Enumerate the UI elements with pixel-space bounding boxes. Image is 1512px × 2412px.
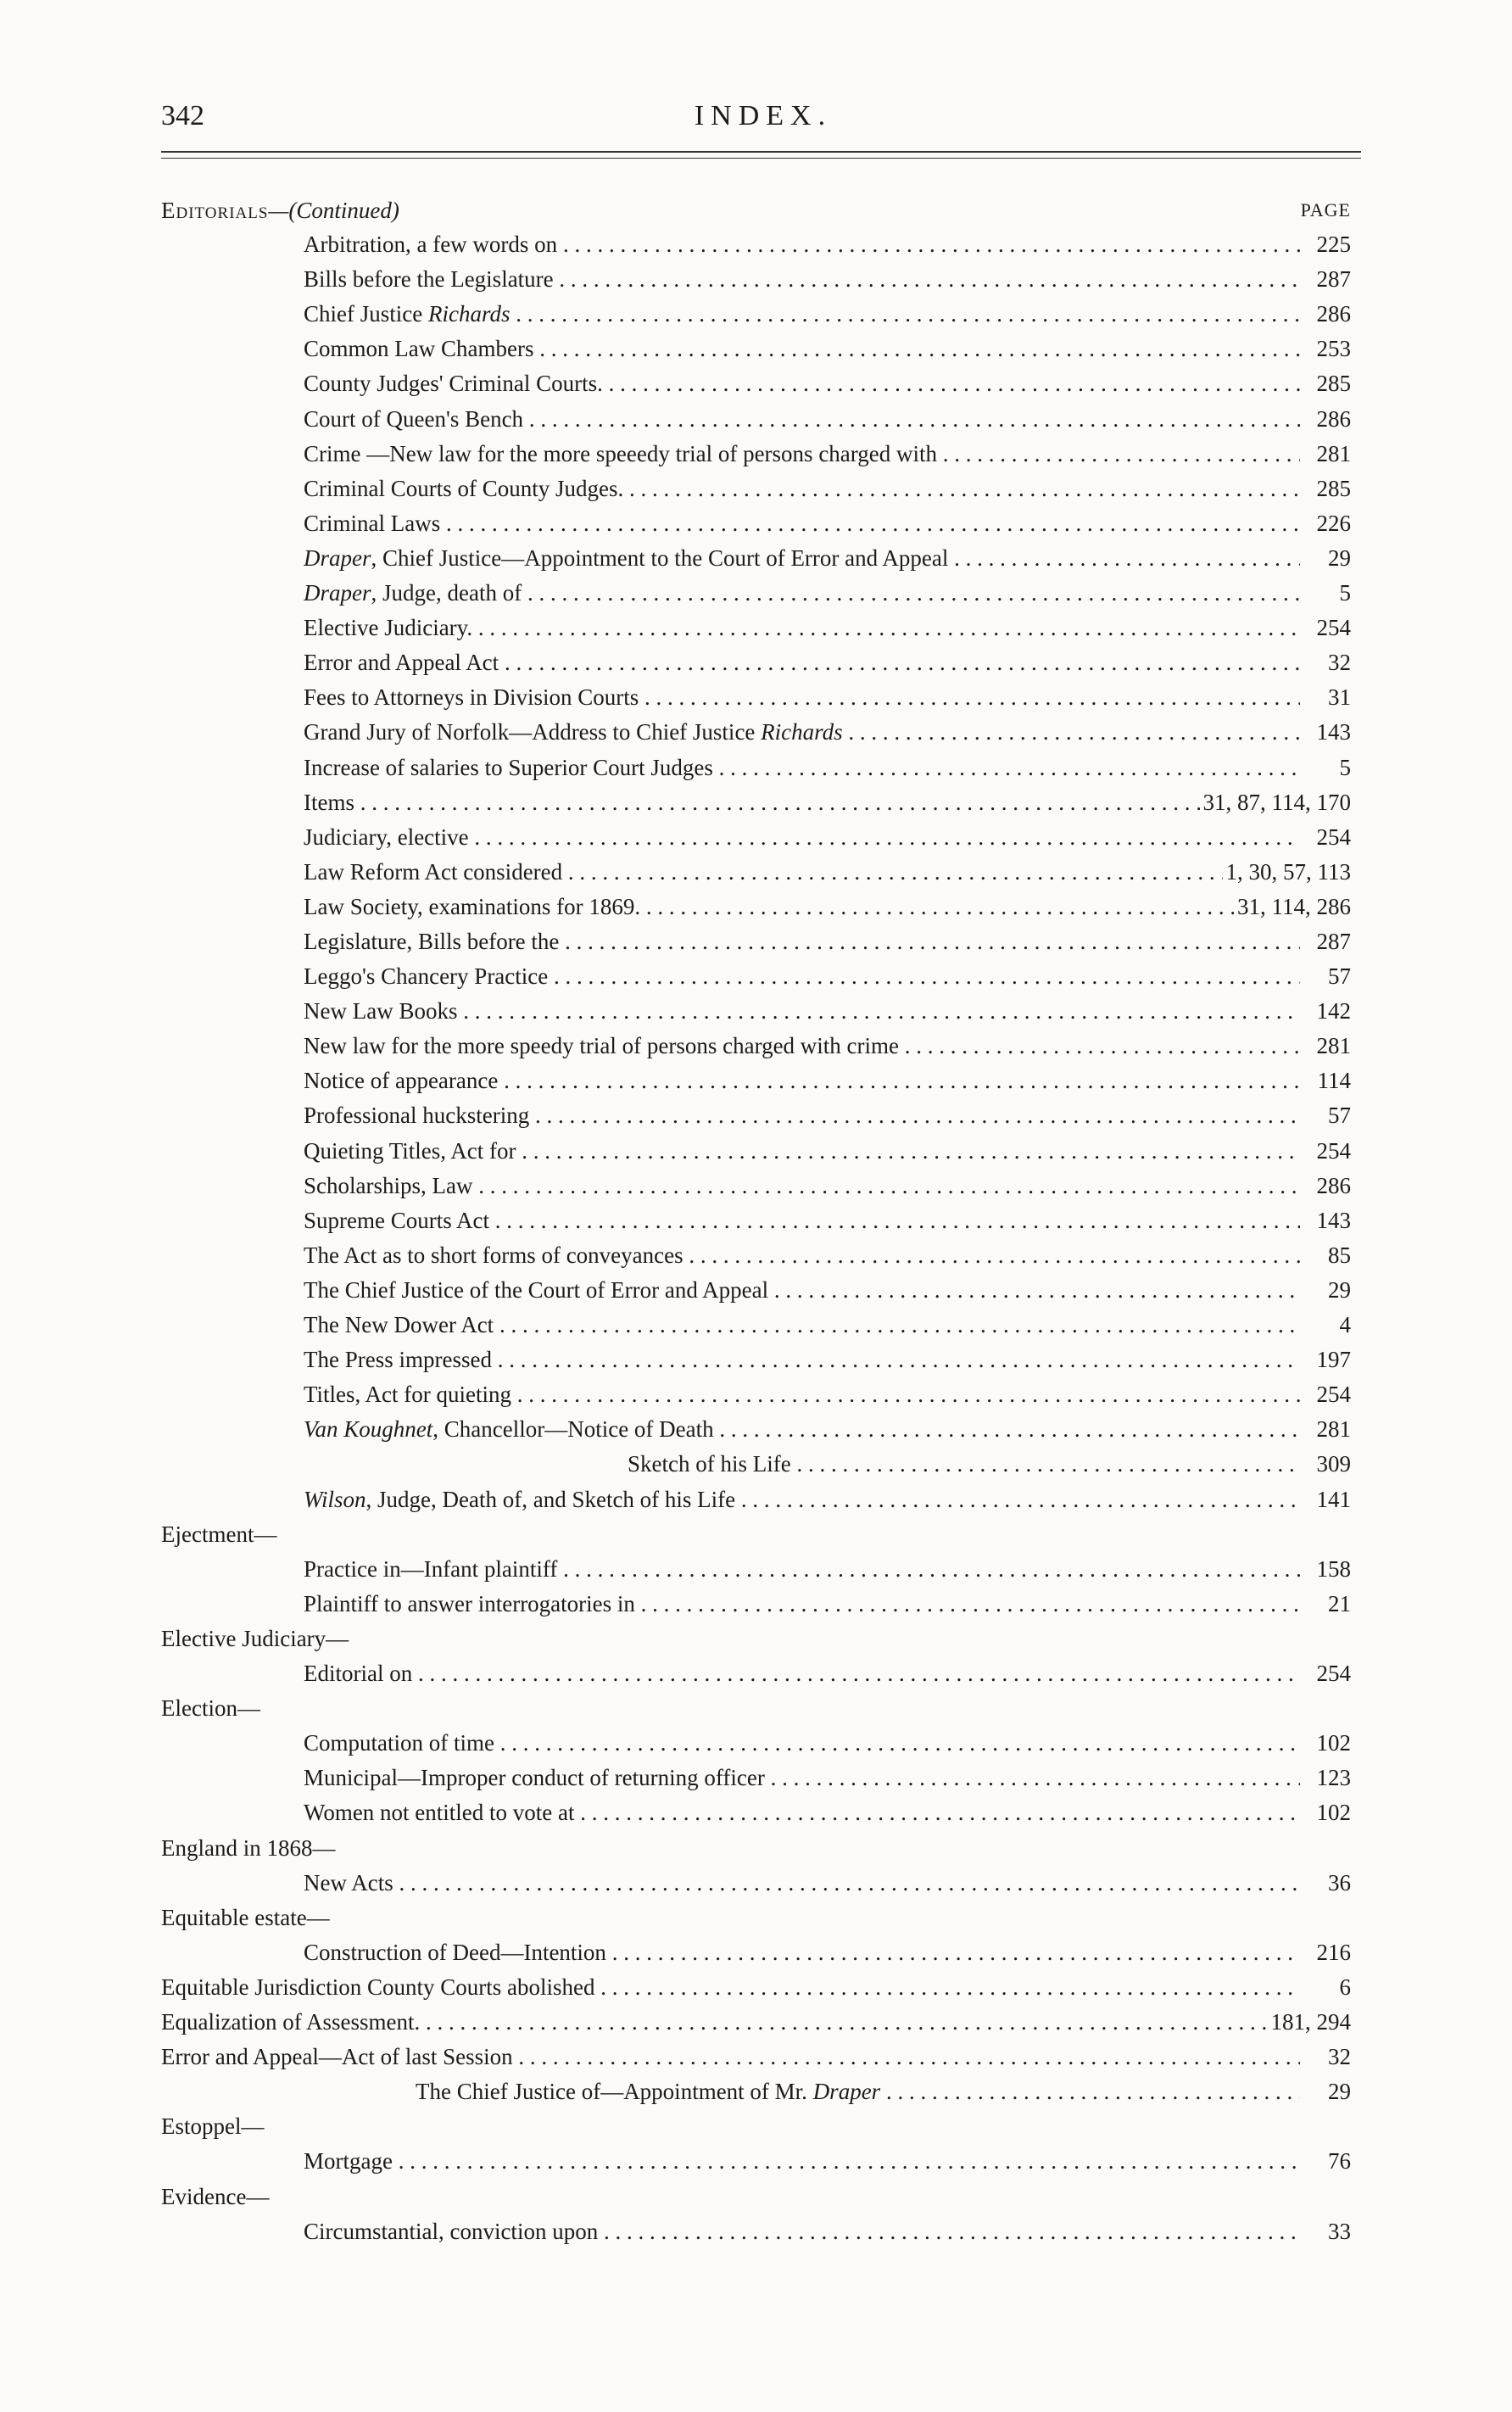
- entry-text: [304, 1098, 1300, 1132]
- entry-text: [304, 1656, 1300, 1690]
- index-entry: [0, 541, 1512, 575]
- entry-text-part: The Chief Justice of—Appointment of Mr.: [416, 2079, 813, 2104]
- entry-text: [304, 2144, 1300, 2178]
- index-entry: [0, 1552, 1512, 1586]
- entry-page-ref: 102: [1314, 1726, 1352, 1760]
- entry-page-ref: 226: [1314, 506, 1352, 540]
- entry-text: [304, 1169, 1300, 1203]
- entry-page-ref: 281: [1314, 437, 1352, 471]
- index-entry: [0, 2144, 1512, 2178]
- entry-text-part: Municipal—Improper conduct of returning officer: [304, 1765, 765, 1790]
- entry-page-ref: 181, 294: [1268, 2005, 1352, 2039]
- index-entry: [0, 576, 1512, 610]
- entry-text: [161, 2180, 1300, 2214]
- entry-page-ref: 309: [1314, 1447, 1352, 1481]
- entry-text-part: Quieting Titles, Act for: [304, 1138, 516, 1164]
- entry-page-ref: 287: [1314, 924, 1352, 958]
- entry-text-part: Estoppel—: [161, 2113, 265, 2139]
- entry-text-part: Legislature, Bills before the: [304, 929, 560, 954]
- index-heading: [0, 1831, 1512, 1865]
- index-entry: [0, 472, 1512, 505]
- entry-text: [304, 576, 1300, 610]
- index-entry: [0, 366, 1512, 400]
- entry-text: [161, 2040, 1300, 2074]
- entry-page-ref: 254: [1314, 1377, 1352, 1411]
- index-entry: [0, 227, 1512, 261]
- index-entry: [0, 1587, 1512, 1621]
- entry-text-part: Judiciary, elective: [304, 824, 469, 850]
- entry-text: [304, 959, 1300, 993]
- entry-text-part: County Judges' Criminal Courts.: [304, 371, 603, 396]
- entry-text-part: Arbitration, a few words on: [304, 232, 558, 257]
- entry-page-ref: 281: [1314, 1029, 1352, 1063]
- index-entry: [0, 855, 1512, 889]
- entry-page-ref: 197: [1314, 1343, 1352, 1376]
- entry-text-part: Draper: [812, 2079, 881, 2104]
- entry-text: [304, 715, 1300, 749]
- entry-text: [304, 1795, 1300, 1829]
- entry-page-ref: 36: [1325, 1866, 1351, 1900]
- entry-text-part: Crime —New law for the more speeedy trial of persons charged with: [304, 441, 938, 466]
- entry-text: [161, 1831, 1300, 1865]
- entry-text-part: Construction of Deed—Intention: [304, 1940, 606, 1965]
- entry-text: [304, 924, 1300, 958]
- entry-page-ref: 76: [1325, 2144, 1351, 2178]
- entry-text: [304, 227, 1300, 261]
- entry-text-part: Law Reform Act considered: [304, 859, 563, 885]
- section-label: Editorials: [161, 198, 269, 223]
- entry-text-part: , Judge, Death of, and Sketch of his Life: [365, 1487, 736, 1512]
- entry-text-part: Plaintiff to answer interrogatories in: [304, 1591, 635, 1616]
- index-entry: [0, 1169, 1512, 1203]
- index-heading: [0, 1622, 1512, 1655]
- entry-page-ref: 5: [1336, 576, 1352, 610]
- index-entry: [0, 1866, 1512, 1900]
- entry-text-part: The Act as to short forms of conveyances: [304, 1242, 683, 1268]
- entry-page-ref: 32: [1325, 645, 1351, 679]
- entry-text: [304, 1761, 1300, 1795]
- entry-text: [628, 1447, 1300, 1481]
- entry-text: [304, 645, 1300, 679]
- index-entry: [0, 959, 1512, 993]
- index-entry: [0, 1761, 1512, 1795]
- entry-text: [416, 2074, 1300, 2108]
- entry-text-part: Chief Justice: [304, 301, 428, 327]
- entry-text: [304, 994, 1300, 1028]
- entry-text: [304, 890, 1300, 924]
- entry-text: [304, 1238, 1300, 1272]
- entry-text: [304, 506, 1300, 540]
- entry-page-ref: 21: [1325, 1587, 1351, 1621]
- entry-text: [304, 1552, 1300, 1586]
- index-entry: [0, 437, 1512, 471]
- entry-text-part: Scholarships, Law: [304, 1173, 473, 1198]
- entry-text-part: The New Dower Act: [304, 1312, 494, 1337]
- entry-text: [304, 437, 1300, 471]
- index-entry: [0, 1377, 1512, 1411]
- index-entry: [0, 1412, 1512, 1446]
- entry-page-ref: 57: [1325, 959, 1351, 993]
- entry-text: [161, 1970, 1300, 2004]
- entry-text-part: Draper: [304, 545, 371, 571]
- index-entry: [0, 1795, 1512, 1829]
- index-entry: [0, 785, 1512, 819]
- entry-text-part: Election—: [161, 1695, 260, 1721]
- entry-text-part: Wilson: [304, 1487, 366, 1512]
- entry-text: [161, 2005, 1300, 2039]
- index-entry: [0, 680, 1512, 714]
- entry-text-part: Richards: [761, 719, 843, 745]
- entry-page-ref: 85: [1325, 1238, 1351, 1272]
- entry-text-part: New Law Books: [304, 998, 458, 1024]
- entry-text: [304, 1726, 1300, 1760]
- entry-page-ref: 286: [1314, 1169, 1352, 1203]
- entry-text-part: Computation of time: [304, 1730, 494, 1756]
- index-entry: [0, 645, 1512, 679]
- index-entry: [0, 1447, 1512, 1481]
- index-entry: [0, 402, 1512, 436]
- entry-text: [161, 2109, 1300, 2143]
- entry-text-part: Evidence—: [161, 2184, 270, 2209]
- entry-text: [304, 297, 1300, 331]
- entry-text: [304, 820, 1300, 854]
- entry-text-part: Van Koughnet: [304, 1416, 433, 1442]
- index-entry: [0, 1134, 1512, 1168]
- entry-page-ref: 29: [1325, 2074, 1351, 2108]
- entry-text: [304, 1203, 1300, 1237]
- entry-page-ref: 33: [1325, 2214, 1351, 2248]
- entry-text: [304, 1482, 1300, 1516]
- entry-page-ref: 254: [1314, 1134, 1352, 1168]
- entry-text-part: Mortgage: [304, 2148, 393, 2174]
- index-entry: [0, 1726, 1512, 1760]
- entry-text-part: Draper: [304, 580, 371, 606]
- index-entry: [0, 2214, 1512, 2248]
- index-entry: [0, 297, 1512, 331]
- entry-text-part: Richards: [427, 301, 511, 327]
- entry-text-part: Error and Appeal Act: [304, 650, 499, 675]
- entry-text-part: , Judge, death of: [371, 580, 522, 606]
- entry-text: [304, 1273, 1300, 1307]
- index-heading: [0, 1970, 1512, 2004]
- index-entry: [0, 1098, 1512, 1132]
- entry-text-part: Elective Judiciary.: [304, 615, 473, 640]
- entry-text: [161, 1691, 1300, 1725]
- entry-text-part: Bills before the Legislature: [304, 266, 554, 292]
- index-entry: [0, 1238, 1512, 1272]
- entry-page-ref: 123: [1314, 1761, 1352, 1795]
- page-title: INDEX.: [694, 100, 833, 131]
- entry-page-ref: 142: [1314, 994, 1352, 1028]
- index-heading: [0, 2180, 1512, 2214]
- entry-text-part: Circumstantial, conviction upon: [304, 2219, 599, 2244]
- entry-page-ref: 286: [1314, 402, 1352, 436]
- index-entry: [0, 1308, 1512, 1342]
- entry-text-part: , Chancellor—Notice of Death: [432, 1416, 714, 1442]
- index-entry: [0, 1203, 1512, 1237]
- index-entry: [0, 262, 1512, 296]
- entry-text: [304, 751, 1300, 784]
- entry-text: [304, 785, 1300, 819]
- entry-page-ref: 225: [1314, 227, 1352, 261]
- entry-page-ref: 158: [1314, 1552, 1352, 1586]
- entry-text: [304, 1587, 1300, 1621]
- index-heading: [0, 1901, 1512, 1935]
- entry-page-ref: 254: [1314, 820, 1352, 854]
- entry-text: [161, 1517, 1300, 1551]
- entry-page-ref: 143: [1314, 715, 1352, 749]
- entry-text-part: Editorial on: [304, 1661, 413, 1686]
- index-entry: [0, 1273, 1512, 1307]
- entry-page-ref: 4: [1336, 1308, 1352, 1342]
- entry-text: [304, 366, 1300, 400]
- entry-page-ref: 143: [1314, 1203, 1352, 1237]
- entry-text: [304, 2214, 1300, 2248]
- entry-text-part: Common Law Chambers: [304, 336, 534, 361]
- entry-page-ref: 287: [1314, 262, 1352, 296]
- entry-page-ref: 1, 30, 57, 113: [1223, 855, 1352, 889]
- entry-text-part: Court of Queen's Bench: [304, 406, 524, 432]
- entry-text-part: Titles, Act for quieting: [304, 1382, 512, 1407]
- entry-text-part: Sketch of his Life: [628, 1451, 791, 1477]
- entry-text-part: New Acts: [304, 1870, 393, 1896]
- entry-text-part: Increase of salaries to Superior Court Judges: [304, 755, 713, 780]
- entry-text: [304, 541, 1300, 575]
- entry-text-part: Women not entitled to vote at: [304, 1800, 575, 1825]
- entry-text: [304, 332, 1300, 366]
- index-entry: [0, 2074, 1512, 2108]
- index-heading: [0, 2109, 1512, 2143]
- entry-page-ref: 31, 87, 114, 170: [1200, 785, 1352, 819]
- entry-text: [161, 1622, 1300, 1655]
- index-entry: [0, 1935, 1512, 1969]
- entry-page-ref: 32: [1325, 2040, 1351, 2074]
- entry-text: [304, 1935, 1300, 1969]
- entry-page-ref: 57: [1325, 1098, 1351, 1132]
- entry-text: [304, 1064, 1300, 1097]
- entry-text: [304, 262, 1300, 296]
- index-entry: [0, 820, 1512, 854]
- continued-note: —(Continued): [268, 198, 399, 223]
- entry-text: [304, 611, 1300, 645]
- entry-page-ref: 285: [1314, 472, 1352, 505]
- index-entry: [0, 994, 1512, 1028]
- entry-page-ref: 254: [1314, 1656, 1352, 1690]
- entry-text-part: Equalization of Assessment.: [161, 2009, 421, 2035]
- index-entry: [0, 506, 1512, 540]
- entry-text-part: Equitable estate—: [161, 1905, 330, 1930]
- index-entry: [0, 1343, 1512, 1376]
- entry-text-part: Criminal Laws: [304, 511, 441, 536]
- entry-text: [304, 1412, 1300, 1446]
- entry-text-part: The Chief Justice of the Court of Error and Appeal: [304, 1277, 769, 1303]
- entry-text-part: Law Society, examinations for 1869.: [304, 894, 641, 919]
- entry-page-ref: 29: [1325, 1273, 1351, 1307]
- entry-text-part: England in 1868—: [161, 1835, 336, 1861]
- entry-text-part: Grand Jury of Norfolk—Address to Chief Justice: [304, 719, 762, 745]
- entry-text: [304, 472, 1300, 505]
- index-heading: [0, 1517, 1512, 1551]
- index-entry: [0, 611, 1512, 645]
- index-heading: [0, 2005, 1512, 2039]
- entry-page-ref: 254: [1314, 611, 1352, 645]
- entry-text: [304, 1134, 1300, 1168]
- entry-page-ref: 29: [1325, 541, 1351, 575]
- entry-text-part: Elective Judiciary—: [161, 1626, 349, 1651]
- index-entry: [0, 924, 1512, 958]
- entry-page-ref: 6: [1336, 1970, 1352, 2004]
- entry-page-ref: 5: [1336, 751, 1352, 784]
- entry-text-part: New law for the more speedy trial of persons charged with crime: [304, 1033, 900, 1058]
- index-entry: [0, 1029, 1512, 1063]
- entry-page-ref: 216: [1314, 1935, 1352, 1969]
- entry-text: [304, 402, 1300, 436]
- entry-page-ref: 285: [1314, 366, 1352, 400]
- entry-page-ref: 31, 114, 286: [1234, 890, 1351, 924]
- entry-text-part: Criminal Courts of County Judges.: [304, 476, 624, 501]
- entry-text-part: Professional huckstering: [304, 1103, 530, 1128]
- entry-text-part: Error and Appeal—Act of last Session: [161, 2044, 513, 2069]
- index-entry: [0, 751, 1512, 784]
- index-entry: [0, 890, 1512, 924]
- index-entry: [0, 332, 1512, 366]
- entry-text: [161, 1901, 1300, 1935]
- entry-text-part: The Press impressed: [304, 1347, 492, 1372]
- entry-page-ref: 281: [1314, 1412, 1352, 1446]
- entry-page-ref: 102: [1314, 1795, 1352, 1829]
- entry-text-part: Leggo's Chancery Practice: [304, 963, 549, 989]
- entry-text-part: , Chief Justice—Appointment to the Court of Error and Appeal: [371, 545, 949, 571]
- entry-text-part: Fees to Attorneys in Division Courts: [304, 684, 639, 710]
- index-entry: [0, 1656, 1512, 1690]
- entry-text-part: Equitable Jurisdiction County Courts abolished: [161, 1974, 595, 2000]
- entry-page-ref: 253: [1314, 332, 1352, 366]
- index-heading: [0, 1691, 1512, 1725]
- page-number: 342: [161, 100, 204, 131]
- index-entry: [0, 715, 1512, 749]
- entry-text-part: Supreme Courts Act: [304, 1208, 489, 1233]
- entry-text-part: Notice of appearance: [304, 1068, 499, 1093]
- entry-page-ref: 141: [1314, 1482, 1352, 1516]
- entry-page-ref: 286: [1314, 297, 1352, 331]
- entry-page-ref: 114: [1314, 1064, 1352, 1097]
- entry-text: [304, 1866, 1300, 1900]
- entry-text: [304, 855, 1300, 889]
- entry-page-ref: 31: [1325, 680, 1351, 714]
- entry-text: [304, 1377, 1300, 1411]
- index-heading: [0, 2040, 1512, 2074]
- index-entry: [0, 1482, 1512, 1516]
- entry-text: [304, 680, 1300, 714]
- page-column-label: PAGE: [1300, 199, 1351, 221]
- entry-text: [304, 1029, 1300, 1063]
- entry-text-part: Items: [304, 790, 354, 815]
- entry-text: [304, 1308, 1300, 1342]
- index-entry: [0, 1064, 1512, 1097]
- entry-text: [304, 1343, 1300, 1376]
- entry-text-part: Ejectment—: [161, 1521, 277, 1547]
- entry-text-part: Practice in—Infant plaintiff: [304, 1556, 558, 1582]
